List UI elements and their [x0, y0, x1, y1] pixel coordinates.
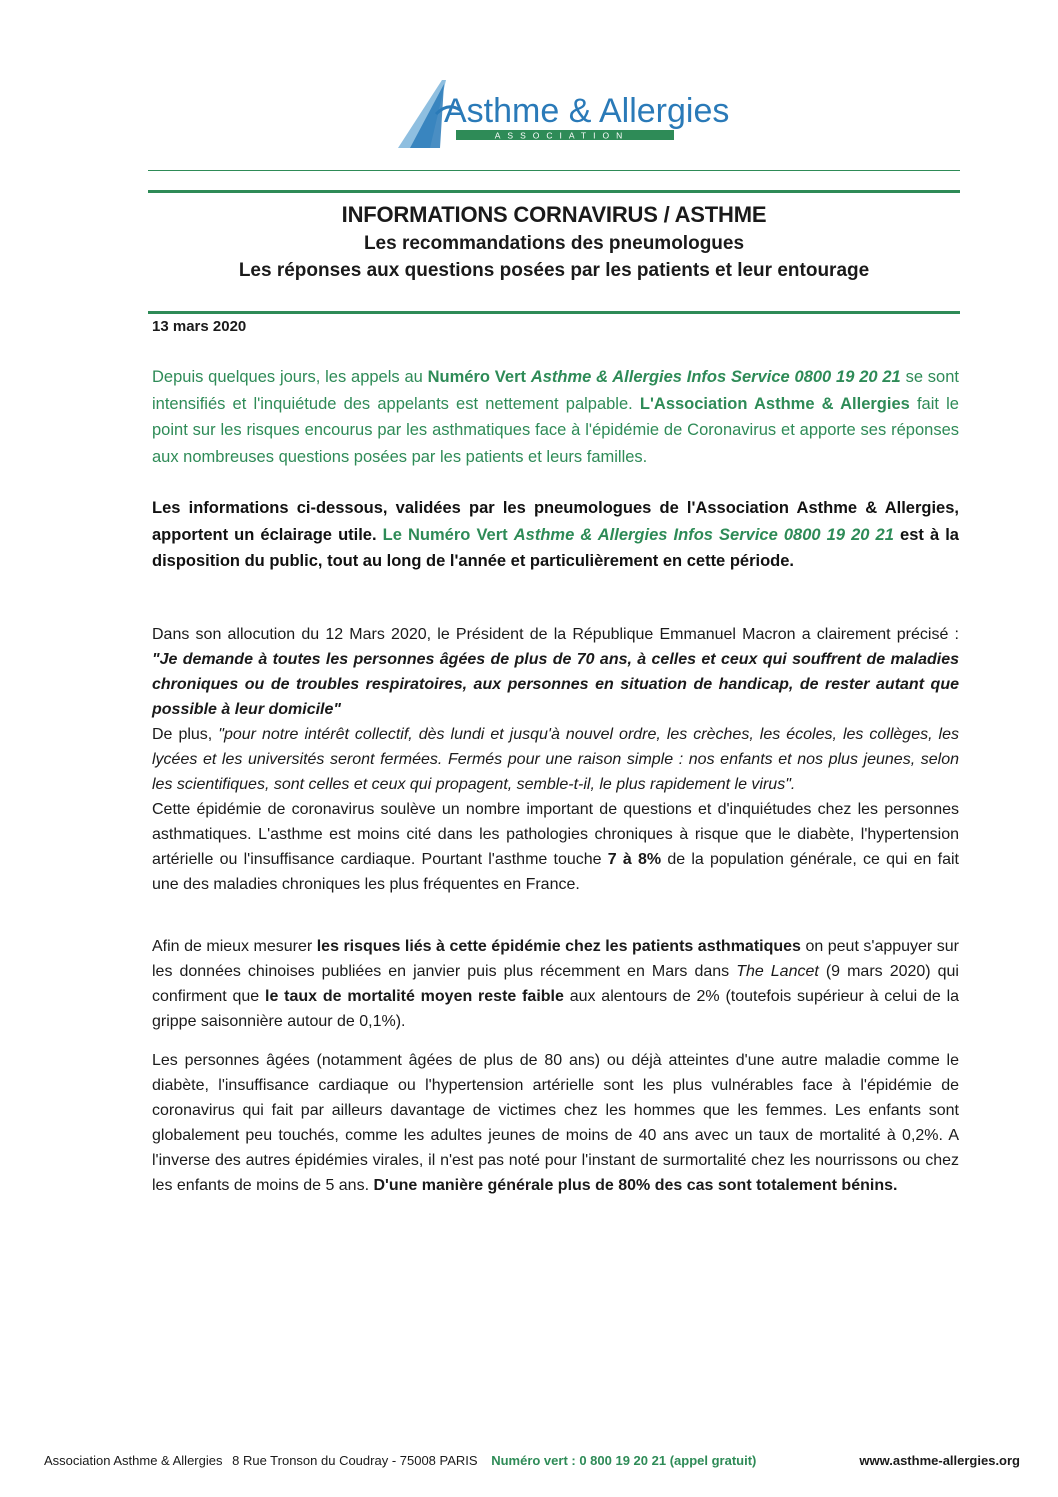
intro2-hotline-label: Le Numéro Vert — [382, 525, 514, 544]
intro-text-3: fait le point sur les risques encourus par les asthmatiques face à l'épidémie de Coronavirus et apporte ses réponses aux nombreuses questions posées par les patients et leurs familles. — [152, 394, 959, 466]
body3-conclusion: D'une manière générale plus de 80% des cas sont totalement bénins. — [373, 1177, 898, 1194]
intro-hotline-label: Numéro Vert — [427, 368, 531, 386]
body1-text-4: de la population générale, ce qui en fait une des maladies chroniques les plus fréquentes en France. — [152, 851, 959, 893]
footer-address: 8 Rue Tronson du Coudray - 75008 PARIS — [232, 1453, 478, 1468]
body2-text-2: on peut s'appuyer sur les données chinoises publiées en janvier puis plus récemment en Mars dans — [152, 938, 959, 980]
intro2-text-2: est à la disposition du public, tout au long de l'année et particulièrement en cette période. — [152, 525, 959, 570]
intro-paragraph — [152, 364, 959, 470]
body2-text-4: aux alentours de 2% (toutefois supérieur à celui de la grippe saisonnière autour de 0,1%). — [152, 988, 960, 1030]
body1-quote-1: "Je demande à toutes les personnes âgées de plus de 70 ans, à celles et ceux qui souffrent de maladies chroniques ou de troubles respiratoires, aux personnes en situation de handicap, de rester autant que possible à leur domicile" — [152, 651, 959, 718]
header-divider — [148, 190, 960, 193]
logo-subtext: ASSOCIATION — [494, 130, 630, 141]
intro-text-2: se sont intensifiés et l'inquiétude des appelants est nettement palpable. — [152, 368, 959, 413]
association-logo — [396, 74, 730, 152]
body1-highlight-percent: 7 à 8% — [607, 851, 662, 868]
body3-text: Les personnes âgées (notamment âgées de plus de 80 ans) ou déjà atteintes d'une autre maladie comme le diabète, l'insuffisance cardiaque ou l'hypertension artérielle sont les plus vulnérables face à l'épidémie de coronavirus qui fait par ailleurs davantage de victimes chez les hommes que les femmes. Les enfants sont globalement peu touchés, comme les adultes jeunes de moins de 40 ans avec un taux de mortalité à 0,2%. A l'inverse des autres épidémies virales, il n'est pas noté pour l'instant de surmortalité chez les nourrissons ou chez les enfants de moins de 5 ans. — [152, 1052, 959, 1194]
footer-phone: Numéro vert : 0 800 19 20 21 (appel gratuit) — [491, 1453, 757, 1468]
body1-quote-2: "pour notre intérêt collectif, dès lundi et jusqu'à nouvel ordre, les crèches, les écoles, les collèges, les lycées et les universités seront fermées. Fermés pour une raison simple : nos enfants et nos plus jeunes, selon les scientifiques, sont celles et ceux qui propagent, semble-t-il, le plus rapidement le virus". — [152, 726, 960, 793]
page-subtitle-2: Les réponses aux questions posées par les patients et leur entourage — [238, 260, 870, 281]
intro2-text: Les informations ci-dessous, validées par les pneumologues de l'Association Asthme & Allergies, apportent un éclairage utile. — [152, 499, 959, 544]
page-footer — [44, 1453, 1020, 1468]
intro-hotline-service: Asthme & Allergies Infos Service 0800 19 20 21 — [530, 368, 901, 386]
body2-text: Afin de mieux mesurer — [152, 938, 317, 955]
intro-association-name: L'Association Asthme & Allergies — [639, 394, 910, 413]
body1-text: Dans son allocution du 12 Mars 2020, le Président de la République Emmanuel Macron a clairement précisé : — [152, 626, 959, 643]
body2-text-3: (9 mars 2020) qui confirment que — [152, 963, 959, 1005]
header-divider-top — [148, 170, 960, 171]
body1-text-2: De plus, — [152, 726, 219, 743]
publication-date: 13 mars 2020 — [152, 318, 247, 335]
body2-highlight-2: le taux de mortalité moyen reste faible — [265, 988, 564, 1005]
intro-paragraph-2 — [152, 495, 959, 575]
body-paragraph-3 — [152, 1048, 959, 1198]
body2-journal-name: The Lancet — [736, 963, 819, 980]
body1-text-3: Cette épidémie de coronavirus soulève un nombre important de questions et d'inquiétudes chez les personnes asthmatiques. L'asthme est moins cité dans les pathologies chroniques à risque que le diabète, l'hypertension artérielle ou l'insuffisance cardiaque. Pourtant l'asthme touche — [152, 801, 959, 868]
body2-highlight-1: les risques liés à cette épidémie chez les patients asthmatiques — [316, 938, 801, 955]
footer-website-link[interactable]: www.asthme-allergies.org — [859, 1453, 1020, 1468]
title-divider — [148, 311, 960, 314]
footer-org: Association Asthme & Allergies — [44, 1453, 223, 1468]
body-paragraph-1 — [152, 622, 959, 897]
page-subtitle-1: Les recommandations des pneumologues — [363, 233, 745, 254]
logo-text: Asthme & Allergies — [444, 92, 730, 130]
page-title: INFORMATIONS CORNAVIRUS / ASTHME — [341, 202, 767, 227]
title-block — [148, 200, 960, 284]
body-paragraph-2 — [152, 934, 959, 1034]
intro-text: Depuis quelques jours, les appels au — [152, 368, 428, 386]
intro2-hotline-service: Asthme & Allergies Infos Service 0800 19 20 21 — [513, 525, 894, 544]
